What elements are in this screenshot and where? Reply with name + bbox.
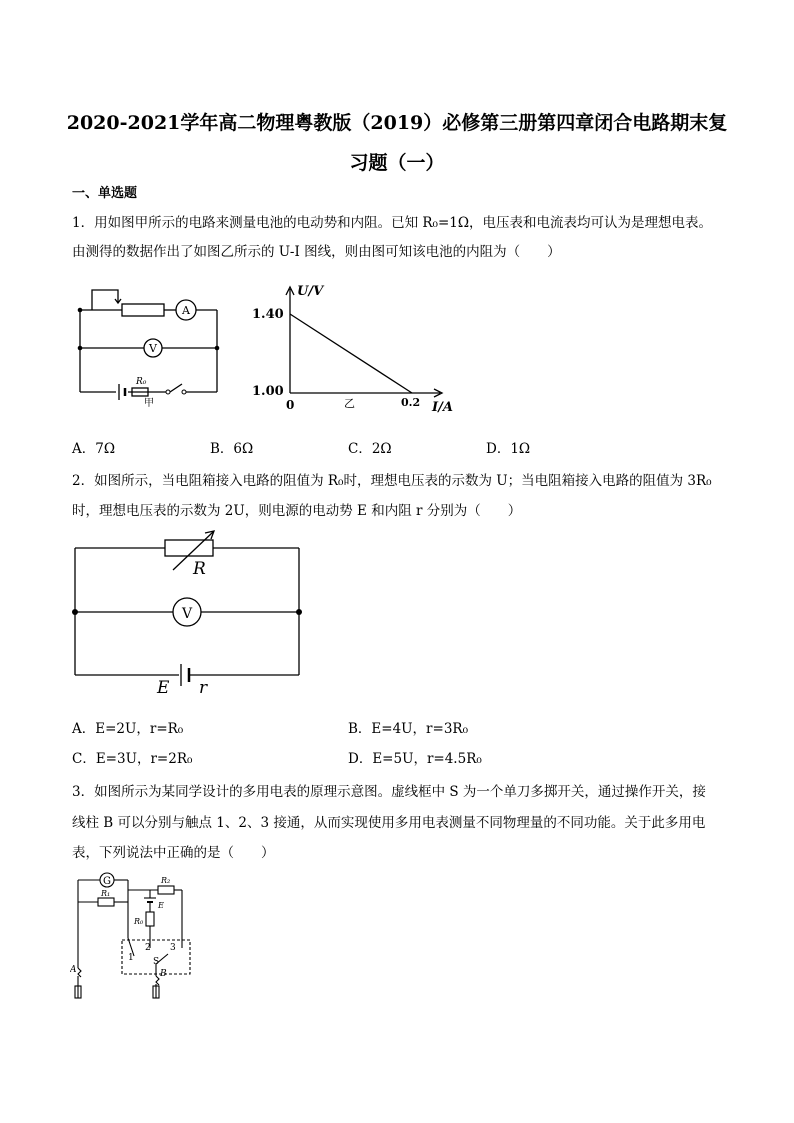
q1-figure-circuit xyxy=(72,280,232,415)
q3-contact-2: 2 xyxy=(145,943,151,953)
q1-option-c[interactable]: C．2Ω xyxy=(348,441,392,457)
q1-x-axis-label: I/A xyxy=(432,400,453,415)
section-heading: 一、单选题 xyxy=(72,186,138,201)
doc-title-line-2: 习题（一） xyxy=(349,152,445,174)
q3-terminal-b: B xyxy=(160,969,167,979)
q1-line-2: 由测得的数据作出了如图乙所示的 U-I 图线，则由图可知该电池的内阻为（ ） xyxy=(72,244,561,260)
q3-galvanometer-label: G xyxy=(103,876,111,887)
q3-line-3: 表，下列说法中正确的是（ ） xyxy=(72,845,275,861)
q1-figure-ui-graph xyxy=(240,275,460,420)
q3-line-2: 线柱 B 可以分别与触点 1、2、3 接通，从而实现使用多用电表测量不同物理量的不同功能。关于此多用电 xyxy=(72,815,706,831)
q3-r2-label: R₂ xyxy=(161,876,171,885)
q3-contact-1: 1 xyxy=(128,953,134,963)
q2-voltmeter-label: V xyxy=(181,606,193,622)
q2-option-c[interactable]: C．E=3U，r=2R₀ xyxy=(72,751,193,767)
q2-figure-circuit xyxy=(65,530,315,700)
q1-r0-label: R₀ xyxy=(136,377,147,387)
q2-line-2: 时，理想电压表的示数为 2U，则电源的电动势 E 和内阻 r 分别为（ ） xyxy=(72,503,522,519)
q3-r1-label: R₁ xyxy=(101,889,111,898)
q1-line-1: 1．用如图甲所示的电路来测量电池的电动势和内阻。已知 R₀=1Ω，电压表和电流表均可认为是理想电表。 xyxy=(72,215,713,231)
q3-switch-label: S xyxy=(153,957,160,967)
q3-figure-multimeter xyxy=(70,868,200,1008)
q2-option-a[interactable]: A．E=2U，r=R₀ xyxy=(72,721,184,737)
q1-y-axis-label: U/V xyxy=(297,284,324,299)
q2-rheostat-label: R xyxy=(193,559,206,579)
q2-option-b[interactable]: B．E=4U，r=3R₀ xyxy=(348,721,468,737)
q1-option-a[interactable]: A．7Ω xyxy=(72,441,116,457)
q1-x-tick: 0.2 xyxy=(401,396,421,409)
q1-y-tick-top: 1.40 xyxy=(252,307,284,322)
q1-option-d[interactable]: D．1Ω xyxy=(486,441,531,457)
q1-fig-a-caption: 甲 xyxy=(144,398,154,409)
q2-emf-label: E xyxy=(157,678,170,698)
q1-x-origin: 0 xyxy=(286,398,295,412)
q2-internal-r-label: r xyxy=(199,678,208,698)
q1-voltmeter-label: V xyxy=(149,342,157,355)
q2-line-1: 2．如图所示，当电阻箱接入电路的阻值为 R₀时，理想电压表的示数为 U；当电阻箱接入电路的阻值为 3R₀ xyxy=(72,473,712,489)
q3-line-1: 3．如图所示为某同学设计的多用电表的原理示意图。虚线框中 S 为一个单刀多掷开关，通过操作开关，接 xyxy=(72,784,706,800)
doc-title-line-1: 2020-2021学年高二物理粤教版（2019）必修第三册第四章闭合电路期末复 xyxy=(66,112,728,134)
q1-ammeter-label: A xyxy=(182,304,190,317)
q2-option-d[interactable]: D．E=5U，r=4.5R₀ xyxy=(348,751,482,767)
q1-option-b[interactable]: B．6Ω xyxy=(210,441,254,457)
q3-r0-label: R₀ xyxy=(134,917,144,926)
q1-y-tick-bottom: 1.00 xyxy=(252,384,284,399)
q3-terminal-a: A xyxy=(70,965,77,975)
q3-emf-label: E xyxy=(158,901,164,910)
q3-contact-3: 3 xyxy=(170,943,176,953)
q1-fig-b-caption: 乙 xyxy=(344,397,355,410)
